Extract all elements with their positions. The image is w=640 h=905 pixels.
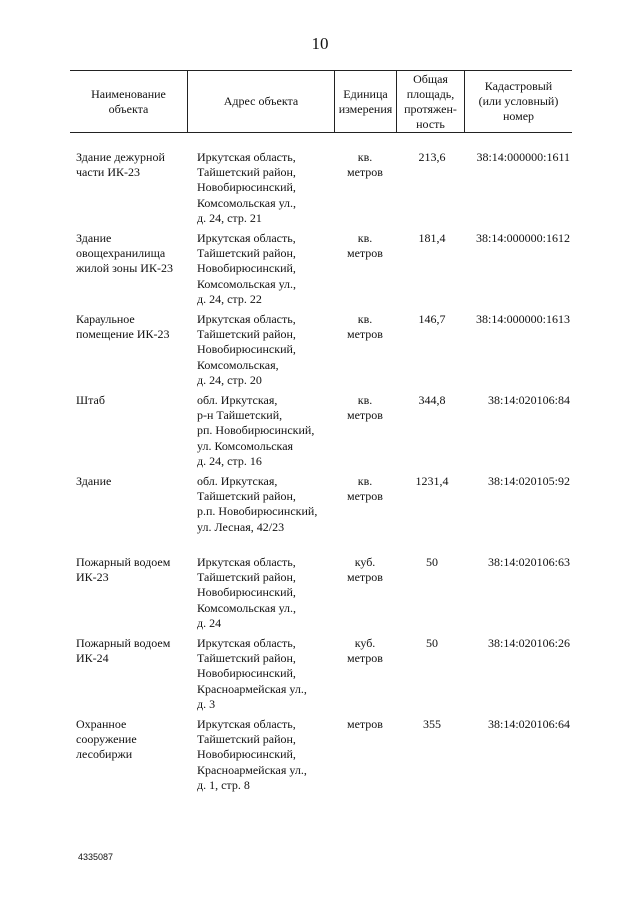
- text-line: Караульное: [76, 312, 135, 326]
- table-row: [70, 231, 572, 312]
- text-line: Общая: [413, 71, 448, 86]
- cell-area: 50: [426, 555, 438, 569]
- text-line: Тайшетский район,: [197, 246, 296, 261]
- text-line: Иркутская область,: [197, 555, 296, 569]
- cell-address: [187, 393, 334, 474]
- text-line: ИК-23: [76, 570, 109, 585]
- table-row: [70, 717, 572, 798]
- text-line: Тайшетский район,: [197, 165, 296, 180]
- cell-cadastral: 38:14:000000:1612: [475, 231, 570, 245]
- header-address: [187, 71, 334, 132]
- cell-name: [70, 717, 187, 798]
- text-line: Комсомольская,: [197, 357, 279, 372]
- text-line: помещение ИК-23: [76, 327, 170, 342]
- cell-address: [187, 231, 334, 312]
- table-row: [70, 555, 572, 636]
- text-line: кв.: [357, 393, 373, 407]
- cell-area: 181,4: [418, 231, 446, 245]
- text-line: (или условный): [478, 94, 559, 108]
- text-line: Комсомольская ул.,: [197, 195, 297, 210]
- text-line: Охранное: [76, 717, 127, 731]
- text-line: Тайшетский район,: [197, 489, 296, 504]
- text-line: Комсомольская ул.,: [197, 600, 297, 615]
- text-line: д. 24, стр. 22: [197, 291, 262, 306]
- text-line: Комсомольская ул.,: [197, 276, 297, 291]
- cell-name: [70, 312, 187, 393]
- text-line: метров: [347, 570, 383, 585]
- text-line: Красноармейская ул.,: [197, 762, 307, 777]
- table-header: [70, 71, 572, 132]
- text-line: Тайшетский район,: [197, 651, 296, 666]
- text-line: метров: [347, 327, 383, 342]
- cell-unit: [334, 231, 396, 312]
- text-line: метров: [347, 717, 383, 731]
- cell-area: 146,7: [418, 312, 446, 326]
- header-cadastral: [464, 71, 572, 132]
- text-line: Красноармейская ул.,: [197, 681, 307, 696]
- cell-cadastral: 38:14:020106:63: [487, 555, 570, 569]
- text-line: Здание дежурной: [76, 150, 165, 164]
- text-line: овощехранилища: [76, 246, 166, 261]
- header-name: [70, 71, 187, 132]
- text-line: ул. Комсомольская: [197, 438, 294, 453]
- text-line: части ИК-23: [76, 165, 141, 180]
- text-line: Иркутская область,: [197, 636, 296, 650]
- cell-cadastral: 38:14:020105:92: [487, 474, 570, 488]
- cell-name: [70, 231, 187, 312]
- text-line: Новобирюсинский,: [197, 747, 296, 762]
- text-line: кв.: [357, 231, 373, 245]
- cell-unit: [334, 717, 396, 798]
- text-line: д. 24, стр. 20: [197, 372, 262, 387]
- text-line: Здание: [76, 474, 112, 488]
- page-number: 10: [311, 34, 329, 53]
- header-unit: [334, 71, 396, 132]
- cell-unit: [334, 636, 396, 717]
- text-line: Иркутская область,: [197, 150, 296, 164]
- text-line: площадь,: [406, 86, 455, 101]
- text-line: Новобирюсинский,: [197, 585, 296, 600]
- text-line: жилой зоны ИК-23: [76, 261, 173, 276]
- cell-name: [70, 393, 187, 474]
- text-line: Пожарный водоем: [76, 555, 171, 569]
- cell-unit: [334, 150, 396, 231]
- text-line: лесобиржи: [76, 747, 133, 762]
- cell-unit: [334, 474, 396, 555]
- table-row: [70, 474, 572, 555]
- text-line: ность: [416, 116, 445, 131]
- text-line: Новобирюсинский,: [197, 342, 296, 357]
- cell-cadastral: 38:14:000000:1613: [475, 312, 570, 326]
- text-line: метров: [347, 489, 383, 504]
- text-line: протяжен-: [404, 101, 457, 116]
- text-line: д. 24, стр. 16: [197, 453, 262, 468]
- text-line: Тайшетский район,: [197, 570, 296, 585]
- text-line: обл. Иркутская,: [197, 474, 278, 488]
- text-line: рп. Новобирюсинский,: [197, 423, 315, 438]
- text-line: Пожарный водоем: [76, 636, 171, 650]
- cell-area: 213,6: [418, 150, 446, 164]
- cell-unit: [334, 312, 396, 393]
- cell-address: [187, 636, 334, 717]
- text-line: Штаб: [76, 393, 105, 407]
- text-line: Новобирюсинский,: [197, 180, 296, 195]
- cell-area: 50: [426, 636, 438, 650]
- text-line: сооружение: [76, 732, 137, 747]
- text-line: кв.: [357, 312, 373, 326]
- text-line: куб.: [354, 636, 376, 650]
- text-line: измерения: [338, 101, 393, 116]
- table-row: [70, 312, 572, 393]
- cell-cadastral: 38:14:020106:26: [487, 636, 570, 650]
- text-line: Тайшетский район,: [197, 732, 296, 747]
- text-line: Единица: [343, 86, 388, 101]
- text-line: д. 3: [197, 696, 216, 711]
- text-line: номер: [502, 109, 535, 123]
- text-line: Кадастровый: [484, 79, 553, 93]
- table-row: [70, 636, 572, 717]
- table-row: [70, 393, 572, 474]
- document-id: 4335087: [78, 852, 114, 862]
- text-line: Иркутская область,: [197, 717, 296, 731]
- header-area: [396, 71, 464, 132]
- cell-cadastral: 38:14:020106:64: [487, 717, 570, 731]
- cell-unit: [334, 555, 396, 636]
- table-body: [70, 133, 572, 798]
- text-line: куб.: [354, 555, 376, 569]
- cell-area: 1231,4: [415, 474, 449, 488]
- cell-cadastral: 38:14:000000:1611: [476, 150, 570, 164]
- text-line: Адрес объекта: [223, 94, 299, 108]
- cell-name: [70, 474, 187, 555]
- text-line: метров: [347, 165, 383, 180]
- text-line: кв.: [357, 474, 373, 488]
- text-line: д. 1, стр. 8: [197, 777, 250, 792]
- text-line: Наименование: [91, 86, 166, 101]
- table-row: [70, 150, 572, 231]
- cell-address: [187, 555, 334, 636]
- text-line: Новобирюсинский,: [197, 666, 296, 681]
- text-line: Иркутская область,: [197, 231, 296, 245]
- cell-address: [187, 717, 334, 798]
- text-line: метров: [347, 408, 383, 423]
- objects-table: [70, 70, 572, 798]
- cell-address: [187, 150, 334, 231]
- cell-area: 355: [423, 717, 441, 731]
- cell-address: [187, 312, 334, 393]
- text-line: Иркутская область,: [197, 312, 296, 326]
- text-line: р-н Тайшетский,: [197, 408, 283, 423]
- text-line: ул. Лесная, 42/23: [197, 519, 285, 534]
- cell-address: [187, 474, 334, 555]
- text-line: объекта: [108, 101, 149, 116]
- text-line: Здание: [76, 231, 112, 245]
- text-line: Тайшетский район,: [197, 327, 296, 342]
- cell-area: 344,8: [418, 393, 446, 407]
- cell-name: [70, 150, 187, 231]
- text-line: кв.: [357, 150, 373, 164]
- cell-name: [70, 555, 187, 636]
- text-line: д. 24, стр. 21: [197, 210, 262, 225]
- text-line: ИК-24: [76, 651, 109, 666]
- cell-name: [70, 636, 187, 717]
- text-line: метров: [347, 246, 383, 261]
- cell-unit: [334, 393, 396, 474]
- text-line: метров: [347, 651, 383, 666]
- text-line: Новобирюсинский,: [197, 261, 296, 276]
- cell-cadastral: 38:14:020106:84: [487, 393, 570, 407]
- text-line: р.п. Новобирюсинский,: [197, 504, 318, 519]
- text-line: обл. Иркутская,: [197, 393, 278, 407]
- text-line: д. 24: [197, 615, 222, 630]
